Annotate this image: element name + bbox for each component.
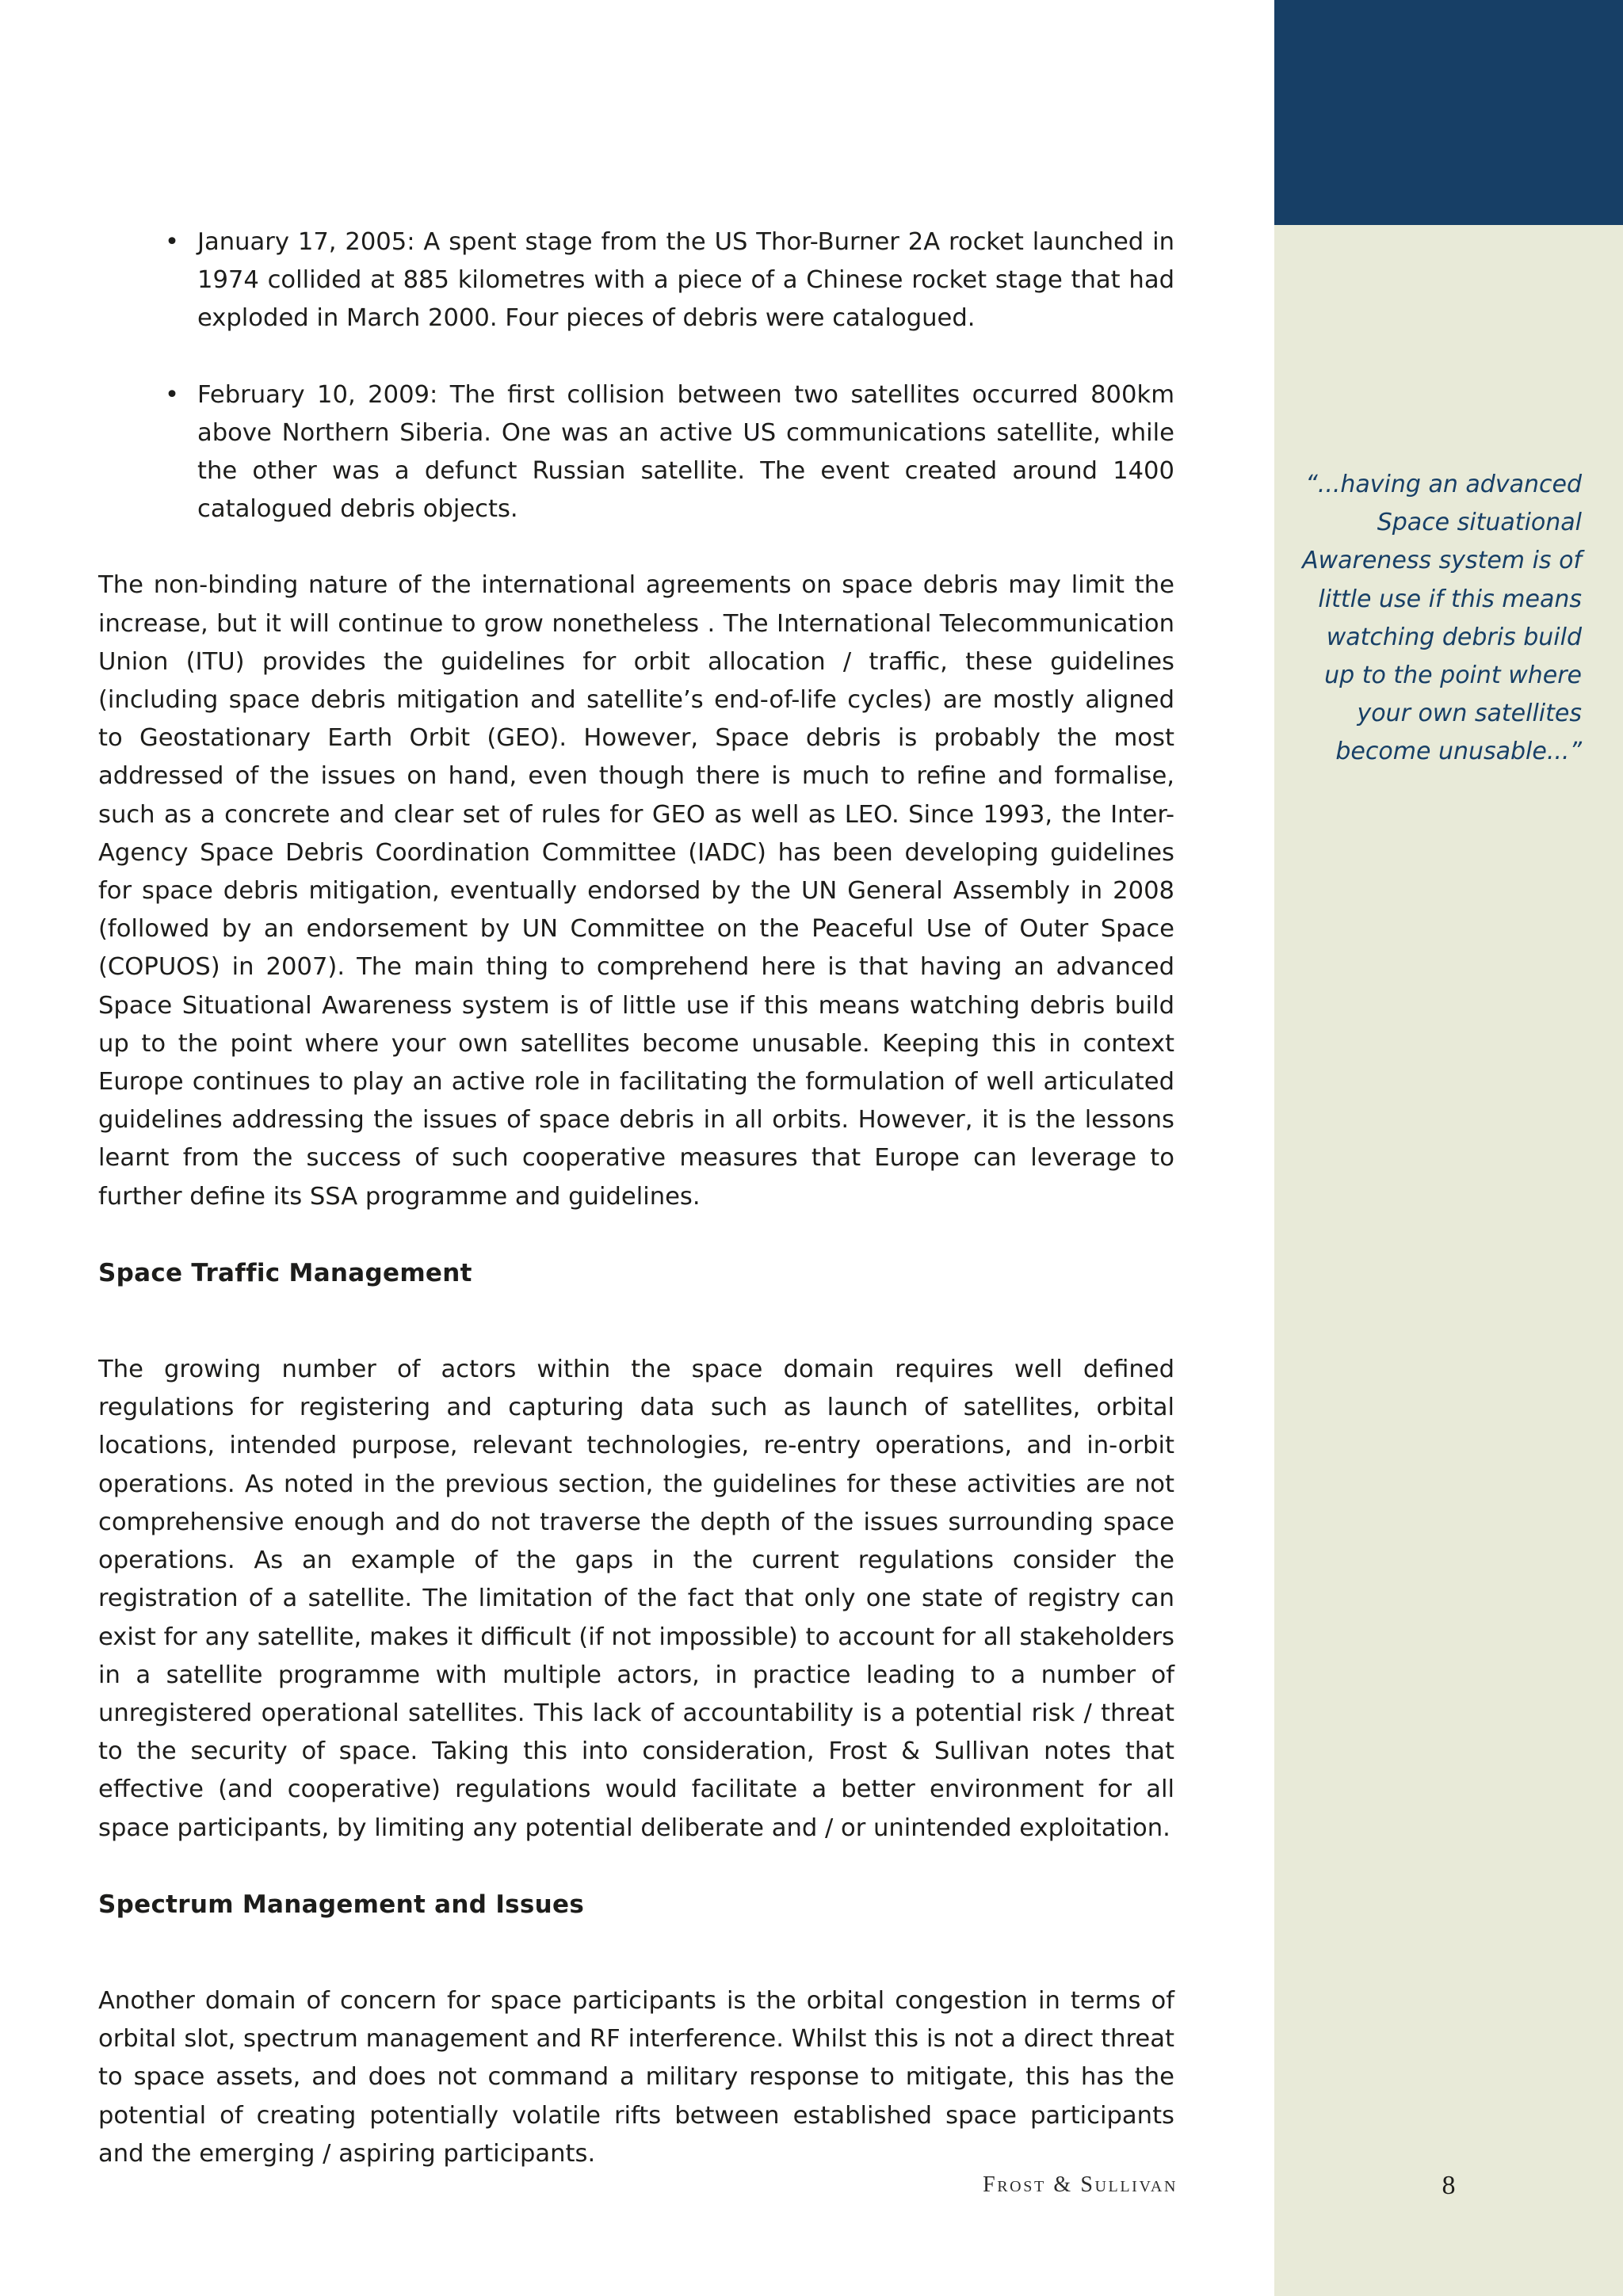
heading-spectrum-management: Spectrum Management and Issues — [98, 1890, 585, 1919]
paragraph-space-debris: The non-binding nature of the international agreements on space debris may limit the increase, but it will continue to grow nonetheless . The International Telecommunication Union (ITU) provides the guidelines for orbit allocation / traffic, these guidelines (including space debris mitigation and satellite’s end-of-life cycles) are mostly aligned to Geostationary Earth Orbit (GEO). However, Space debris is probably the most addressed of the issues on hand, even though there is much to refine and formalise, such as a concrete and clear set of rules for GEO as well as LEO. Since 1993, the Inter-Agency Space Debris Coordination Committee (IADC) has been developing guidelines for space debris mitigation, eventually endorsed by the UN General Assembly in 2008 (followed by an endorsement by UN Committee on the Peaceful Use of Outer Space (COPUOS) in 2007). The main thing to comprehend here is that having an advanced Space Situational Awareness system is of little use if this means watching debris build up to the point where your own satellites become unusable. Keeping this in context Europe continues to play an active role in facilitating the formulation of well articulated guidelines addressing the issues of space debris in all orbits. However, it is the lessons learnt from the success of such cooperative measures that Europe can leverage to further define its SSA programme and guidelines. — [98, 571, 1174, 1211]
sidebar-panel — [1274, 0, 1623, 2296]
paragraph-space-traffic: The growing number of actors within the space domain requires well defined regulations for registering and capturing data such as launch of satellites, orbital locations, intended purpose, relevant technologies, re-entry operations, and in-orbit operations. As noted in the previous section, the guidelines for these activities are not comprehensive enough and do not traverse the depth of the issues surrounding space operations. As an example of the gaps in the current regulations consider the registration of a satellite. The limitation of the fact that only one state of registry can exist for any satellite, makes it difficult (if not impossible) to account for all stakeholders in a satellite programme with multiple actors, in practice leading to a number of unregistered operational satellites. This lack of accountability is a potential risk / threat to the security of space. Taking this into consideration, Frost & Sullivan notes that effective (and cooperative) regulations would facilitate a better environment for all space participants, by limiting any potential deliberate and / or unintended exploitation. — [98, 1356, 1174, 1842]
list-item-text: February 10, 2009: The first collision between two satellites occurred 800km above Northern Siberia. One was an active US communications satellite, while the other was a defunct Russian satellite. The event created around 1400 catalogued debris objects. — [197, 380, 1174, 524]
bullet-marker: • — [165, 380, 180, 409]
paragraph-spectrum: Another domain of concern for space participants is the orbital congestion in terms of orbital slot, spectrum management and RF interference. Whilst this is not a direct threat to space assets, and does not command a military response to mitigate, this has the potential of creating potentially volatile rifts between established space participants and the emerging / aspiring participants. — [98, 1986, 1174, 2168]
sidebar-header-band — [1274, 0, 1623, 225]
list-item — [98, 376, 1174, 529]
event-list — [98, 223, 1174, 528]
pull-quote: “...having an advanced Space situational Awareness system is of little use if this means watching debris build up to the point where your own satellites become unusable...” — [1302, 471, 1582, 766]
bullet-marker: • — [165, 228, 180, 256]
publisher-brand: Frost & Sullivan — [983, 2172, 1178, 2197]
list-item-text: January 17, 2005: A spent stage from the US Thor-Burner 2A rocket launched in 1974 collided at 885 kilometres with a piece of a Chinese rocket stage that had exploded in March 2000. Four pieces of debris were catalogued. — [197, 228, 1174, 333]
main-content — [98, 223, 1174, 2173]
heading-space-traffic-management: Space Traffic Management — [98, 1258, 472, 1287]
page-number: 8 — [1442, 2171, 1456, 2200]
list-item — [98, 223, 1174, 338]
